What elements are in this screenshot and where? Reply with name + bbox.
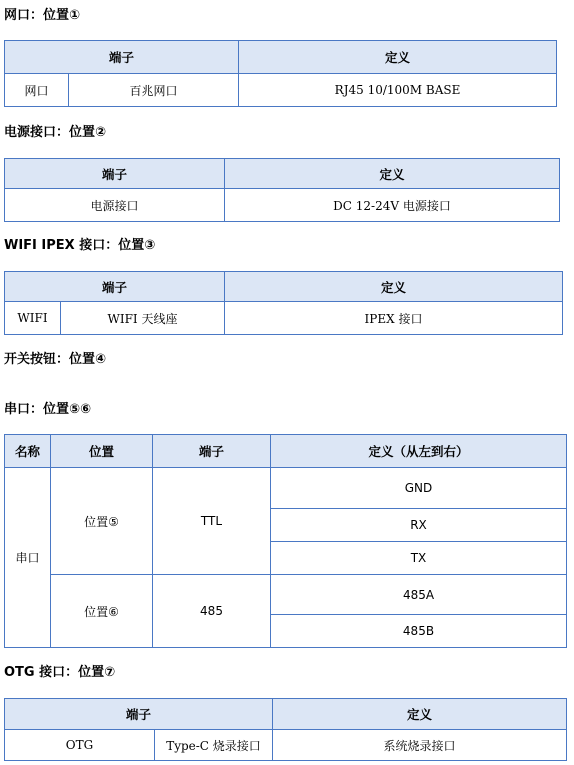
header-terminal: 端子: [153, 435, 271, 468]
power-table: [4, 158, 560, 222]
header-definition: 定义: [225, 272, 563, 302]
otg-table: [4, 698, 567, 761]
wifi-table: [4, 271, 563, 335]
section-heading-wifi: WIFI IPEX 接口：位置③: [4, 238, 156, 253]
header-definition: 定义: [239, 41, 557, 74]
cell-def-tx: TX: [271, 542, 567, 575]
cell-typec: Type-C 烧录接口: [155, 730, 273, 761]
header-terminal: 端子: [5, 41, 239, 74]
cell-otg-definition: 系统烧录接口: [273, 730, 567, 761]
section-heading-otg: OTG 接口：位置⑦: [4, 665, 116, 680]
header-name: 名称: [5, 435, 51, 468]
header-definition: 定义（从左到右）: [271, 435, 567, 468]
header-terminal: 端子: [5, 272, 225, 302]
cell-def-gnd: GND: [271, 468, 567, 509]
header-definition: 定义: [273, 699, 567, 730]
header-terminal: 端子: [5, 159, 225, 189]
cell-antenna: WIFI 天线座: [61, 302, 225, 335]
section-heading-network: 网口：位置①: [4, 8, 81, 23]
cell-def-485b: 485B: [271, 615, 567, 648]
cell-terminal-485: 485: [153, 575, 271, 648]
cell-def-485a: 485A: [271, 575, 567, 615]
cell-def-rx: RX: [271, 509, 567, 542]
cell-position-6: 位置⑥: [51, 575, 153, 648]
cell-wifi: WIFI: [5, 302, 61, 335]
cell-port-type: 百兆网口: [69, 74, 239, 107]
header-position: 位置: [51, 435, 153, 468]
header-terminal: 端子: [5, 699, 273, 730]
cell-power-port: 电源接口: [5, 189, 225, 222]
section-heading-switch: 开关按钮：位置④: [4, 352, 107, 367]
section-heading-serial: 串口：位置⑤⑥: [4, 402, 92, 417]
cell-ipex: IPEX 接口: [225, 302, 563, 335]
header-definition: 定义: [225, 159, 560, 189]
cell-otg: OTG: [5, 730, 155, 761]
network-table: [4, 40, 557, 107]
cell-terminal-ttl: TTL: [153, 468, 271, 575]
cell-port-definition: RJ45 10/100M BASE: [239, 74, 557, 107]
section-heading-power: 电源接口：位置②: [4, 125, 107, 140]
cell-power-definition: DC 12-24V 电源接口: [225, 189, 560, 222]
cell-serial-name: 串口: [5, 468, 51, 648]
cell-port: 网口: [5, 74, 69, 107]
cell-position-5: 位置⑤: [51, 468, 153, 575]
serial-table: [4, 434, 567, 648]
